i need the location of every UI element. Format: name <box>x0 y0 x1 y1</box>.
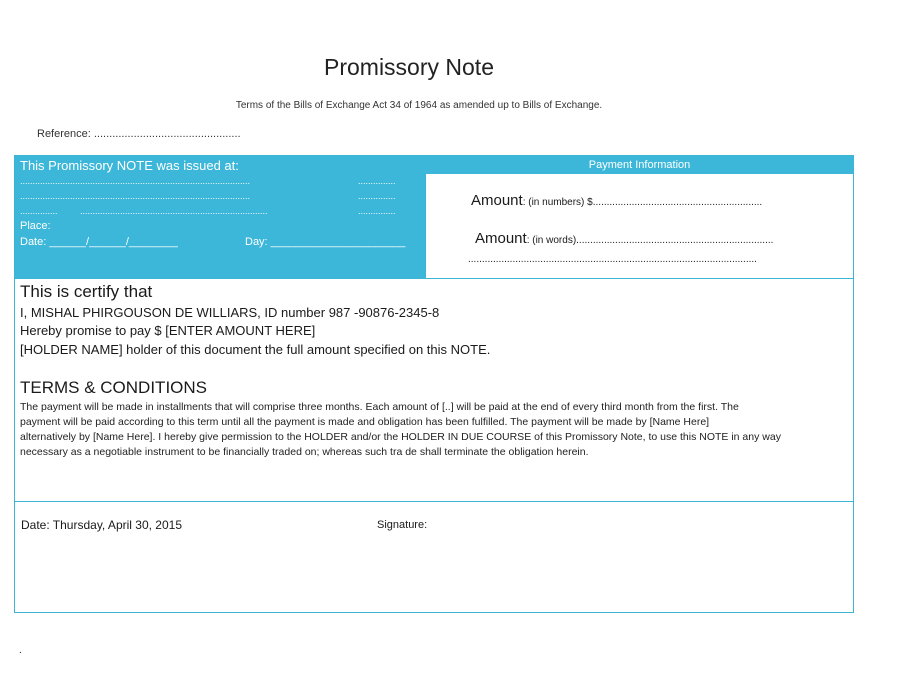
stray-mark: . <box>19 645 22 656</box>
certify-heading: This is certify that <box>20 282 153 301</box>
terms-line: alternatively by [Name Here]. I hereby give permission to the HOLDER and/or the HOLDER IN DUE COURSE of this Promissory Note, to use this NOTE in any way <box>20 431 781 443</box>
signature-label: Signature: <box>377 519 428 531</box>
issued-line-3-right: ............... <box>358 206 396 216</box>
document-title: Promissory Note <box>324 54 494 80</box>
terms-heading: TERMS & CONDITIONS <box>20 378 208 397</box>
issued-line-3a: ............... <box>20 206 58 216</box>
amount-numbers-hint: : (in numbers) $............................................................. <box>522 197 763 208</box>
payment-info-header: Payment Information <box>425 156 854 174</box>
issued-line-2-right: ............... <box>358 191 396 201</box>
section-divider <box>14 278 854 279</box>
issued-panel <box>15 156 425 278</box>
issue-date-field: Date: ______/______/________ <box>20 236 178 248</box>
issued-line-1-right: ............... <box>358 176 396 186</box>
amount-words-field <box>475 230 773 247</box>
terms-line: necessary as a negotiable instrument to be financially traded on; whereas such tra de shall terminate the obligation herein. <box>20 446 589 458</box>
issued-line-1: ............................................................................................ <box>20 176 251 186</box>
issued-line-3b: ........................................................................... <box>80 206 268 216</box>
amount-words-continuation: ........................................................................................................ <box>468 254 757 265</box>
issue-day-field: Day: ______________________ <box>245 236 406 248</box>
amount-label: Amount <box>475 230 527 247</box>
certify-line: [HOLDER NAME] holder of this document the full amount specified on this NOTE. <box>20 342 491 357</box>
terms-line: payment will be paid according to this term until all the payment is made and obligation has been fulfilled. The payment will be made by [Name Here] <box>20 416 710 428</box>
amount-label: Amount <box>471 192 523 209</box>
signing-date: Date: Thursday, April 30, 2015 <box>21 518 182 532</box>
issued-line-2: ............................................................................................ <box>20 191 251 201</box>
amount-numbers-field <box>471 192 762 209</box>
issued-heading: This Promissory NOTE was issued at: <box>20 158 239 173</box>
certify-line: I, MISHAL PHIRGOUSON DE WILLIARS, ID number 987 -90876-2345-8 <box>20 305 440 320</box>
document-subtitle: Terms of the Bills of Exchange Act 34 of 1964 as amended up to Bills of Exchange. <box>235 100 603 111</box>
section-divider <box>14 501 854 502</box>
amount-words-hint: : (in words)....................................................................... <box>526 235 774 246</box>
reference-field: Reference: ................................................ <box>37 128 241 140</box>
certify-line: Hereby promise to pay $ [ENTER AMOUNT HERE] <box>20 323 316 338</box>
place-label: Place: <box>20 220 51 232</box>
terms-line: The payment will be made in installments that will comprise three months. Each amount of [..] will be paid at the end of every third month from the first. The <box>20 401 739 413</box>
